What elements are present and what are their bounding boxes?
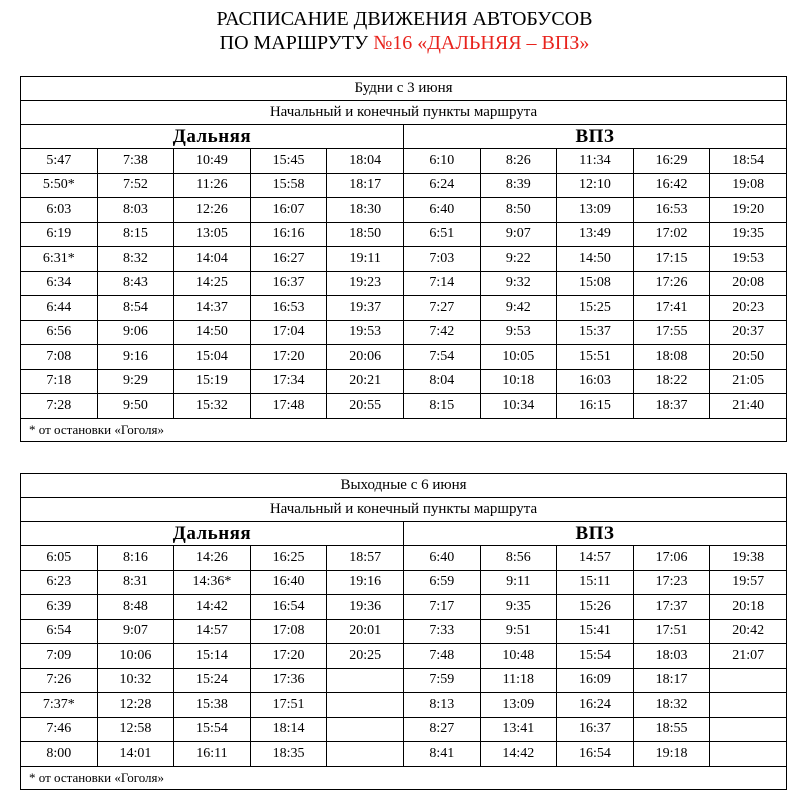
departure-time-vpz: 7:59 [403, 668, 480, 693]
table-row [21, 320, 787, 345]
departure-time-vpz: 7:03 [403, 247, 480, 272]
departure-time-dalnyaya: 5:47 [21, 149, 98, 174]
departure-time-dalnyaya: 8:00 [21, 742, 98, 767]
departure-time-vpz: 9:51 [480, 619, 557, 644]
departure-time-dalnyaya: 19:53 [327, 320, 404, 345]
departure-time-dalnyaya: 10:32 [97, 668, 174, 693]
departure-time-vpz: 9:32 [480, 271, 557, 296]
departure-time-dalnyaya: 18:50 [327, 222, 404, 247]
departure-time-vpz: 18:22 [633, 369, 710, 394]
departure-time-vpz: 15:25 [557, 296, 634, 321]
departure-time-dalnyaya: 16:37 [250, 271, 327, 296]
departure-time-vpz: 6:40 [403, 546, 480, 571]
departure-time-dalnyaya: 6:19 [21, 222, 98, 247]
departure-time-vpz: 20:23 [710, 296, 787, 321]
departure-time-dalnyaya: 19:16 [327, 570, 404, 595]
departure-time-vpz: 7:33 [403, 619, 480, 644]
departure-time-vpz: 8:56 [480, 546, 557, 571]
weekend-heading: Выходные с 6 июня [21, 474, 787, 498]
departure-time-dalnyaya: 15:04 [174, 345, 251, 370]
departure-time-vpz: 11:34 [557, 149, 634, 174]
departure-time-dalnyaya: 14:36* [174, 570, 251, 595]
departure-time-vpz: 18:32 [633, 693, 710, 718]
departure-time-vpz: 15:11 [557, 570, 634, 595]
departure-time-dalnyaya: 14:26 [174, 546, 251, 571]
departure-time-dalnyaya: 8:15 [97, 222, 174, 247]
departure-time-dalnyaya [327, 717, 404, 742]
departure-time-vpz: 19:20 [710, 198, 787, 223]
departure-time-vpz [710, 742, 787, 767]
departure-time-dalnyaya: 5:50* [21, 173, 98, 198]
weekday-stop-right: ВПЗ [403, 125, 786, 149]
departure-time-vpz: 16:54 [557, 742, 634, 767]
departure-time-dalnyaya: 19:11 [327, 247, 404, 272]
departure-time-vpz: 20:18 [710, 595, 787, 620]
departure-time-dalnyaya: 15:58 [250, 173, 327, 198]
departure-time-vpz: 21:05 [710, 369, 787, 394]
departure-time-dalnyaya: 20:21 [327, 369, 404, 394]
departure-time-dalnyaya: 20:01 [327, 619, 404, 644]
departure-time-dalnyaya: 8:03 [97, 198, 174, 223]
departure-time-vpz: 17:51 [633, 619, 710, 644]
departure-time-dalnyaya: 7:08 [21, 345, 98, 370]
departure-time-dalnyaya: 16:16 [250, 222, 327, 247]
page-title-line2 [0, 32, 809, 54]
departure-time-dalnyaya: 17:36 [250, 668, 327, 693]
departure-time-vpz: 9:53 [480, 320, 557, 345]
departure-time-dalnyaya: 17:34 [250, 369, 327, 394]
departure-time-vpz: 18:54 [710, 149, 787, 174]
departure-time-dalnyaya: 6:31* [21, 247, 98, 272]
departure-time-dalnyaya: 12:28 [97, 693, 174, 718]
departure-time-vpz: 6:59 [403, 570, 480, 595]
table-row [21, 198, 787, 223]
departure-time-dalnyaya: 7:28 [21, 394, 98, 419]
departure-time-dalnyaya: 19:37 [327, 296, 404, 321]
departure-time-dalnyaya: 8:32 [97, 247, 174, 272]
table-row [21, 595, 787, 620]
departure-time-vpz: 17:41 [633, 296, 710, 321]
departure-time-vpz: 17:55 [633, 320, 710, 345]
departure-time-dalnyaya: 16:07 [250, 198, 327, 223]
weekday-heading: Будни с 3 июня [21, 77, 787, 101]
departure-time-vpz: 15:41 [557, 619, 634, 644]
departure-time-dalnyaya: 16:25 [250, 546, 327, 571]
departure-time-dalnyaya: 9:29 [97, 369, 174, 394]
departure-time-vpz: 10:05 [480, 345, 557, 370]
departure-time-dalnyaya: 15:24 [174, 668, 251, 693]
departure-time-dalnyaya: 6:34 [21, 271, 98, 296]
departure-time-dalnyaya: 6:56 [21, 320, 98, 345]
departure-time-vpz: 19:57 [710, 570, 787, 595]
departure-time-dalnyaya: 8:31 [97, 570, 174, 595]
departure-time-dalnyaya: 18:35 [250, 742, 327, 767]
departure-time-dalnyaya: 6:03 [21, 198, 98, 223]
route-name: №16 «ДАЛЬНЯЯ – ВПЗ» [373, 32, 590, 54]
departure-time-dalnyaya: 14:01 [97, 742, 174, 767]
departure-time-vpz: 20:08 [710, 271, 787, 296]
departure-time-vpz: 7:27 [403, 296, 480, 321]
departure-time-dalnyaya: 16:54 [250, 595, 327, 620]
departure-time-vpz: 7:48 [403, 644, 480, 669]
departure-time-vpz: 13:09 [557, 198, 634, 223]
departure-time-dalnyaya: 7:37* [21, 693, 98, 718]
departure-time-dalnyaya: 15:38 [174, 693, 251, 718]
departure-time-dalnyaya: 6:05 [21, 546, 98, 571]
departure-time-vpz: 16:53 [633, 198, 710, 223]
weekday-footnote: * от остановки «Гоголя» [21, 418, 787, 441]
table-row [21, 345, 787, 370]
departure-time-vpz: 16:42 [633, 173, 710, 198]
table-row [21, 644, 787, 669]
departure-time-dalnyaya: 16:40 [250, 570, 327, 595]
departure-time-dalnyaya: 17:48 [250, 394, 327, 419]
departure-time-vpz: 17:06 [633, 546, 710, 571]
departure-time-vpz: 8:04 [403, 369, 480, 394]
weekend-footnote: * от остановки «Гоголя» [21, 766, 787, 789]
departure-time-vpz: 20:50 [710, 345, 787, 370]
departure-time-vpz [710, 693, 787, 718]
departure-time-dalnyaya [327, 693, 404, 718]
title-prefix: ПО МАРШРУТУ [219, 32, 374, 54]
departure-time-dalnyaya: 13:05 [174, 222, 251, 247]
departure-time-dalnyaya: 19:36 [327, 595, 404, 620]
table-row [21, 222, 787, 247]
departure-time-vpz: 13:41 [480, 717, 557, 742]
departure-time-dalnyaya: 7:52 [97, 173, 174, 198]
departure-time-vpz: 19:08 [710, 173, 787, 198]
departure-time-dalnyaya: 17:51 [250, 693, 327, 718]
departure-time-dalnyaya: 17:20 [250, 345, 327, 370]
departure-time-dalnyaya: 20:06 [327, 345, 404, 370]
departure-time-vpz: 7:14 [403, 271, 480, 296]
departure-time-vpz: 6:40 [403, 198, 480, 223]
departure-time-vpz: 16:03 [557, 369, 634, 394]
departure-time-vpz: 7:54 [403, 345, 480, 370]
table-row [21, 173, 787, 198]
departure-time-vpz: 9:07 [480, 222, 557, 247]
departure-time-dalnyaya: 9:16 [97, 345, 174, 370]
departure-time-dalnyaya: 6:44 [21, 296, 98, 321]
departure-time-vpz: 19:18 [633, 742, 710, 767]
departure-time-vpz: 21:07 [710, 644, 787, 669]
departure-time-vpz: 15:26 [557, 595, 634, 620]
departure-time-dalnyaya [327, 668, 404, 693]
departure-time-dalnyaya: 18:57 [327, 546, 404, 571]
departure-time-vpz: 15:37 [557, 320, 634, 345]
departure-time-dalnyaya: 16:27 [250, 247, 327, 272]
departure-time-vpz: 17:15 [633, 247, 710, 272]
departure-time-vpz: 9:22 [480, 247, 557, 272]
departure-time-vpz: 12:10 [557, 173, 634, 198]
departure-time-dalnyaya: 15:32 [174, 394, 251, 419]
table-row [21, 369, 787, 394]
table-row [21, 149, 787, 174]
departure-time-vpz: 19:38 [710, 546, 787, 571]
departure-time-dalnyaya: 18:30 [327, 198, 404, 223]
table-row [21, 546, 787, 571]
departure-time-vpz: 6:10 [403, 149, 480, 174]
departure-time-dalnyaya: 15:45 [250, 149, 327, 174]
departure-time-dalnyaya: 17:08 [250, 619, 327, 644]
departure-time-dalnyaya: 7:46 [21, 717, 98, 742]
departure-time-vpz: 16:24 [557, 693, 634, 718]
departure-time-vpz: 6:51 [403, 222, 480, 247]
departure-time-dalnyaya: 17:20 [250, 644, 327, 669]
departure-time-vpz: 18:03 [633, 644, 710, 669]
departure-time-dalnyaya: 10:06 [97, 644, 174, 669]
departure-time-vpz: 17:02 [633, 222, 710, 247]
departure-time-dalnyaya: 17:04 [250, 320, 327, 345]
departure-time-vpz: 17:26 [633, 271, 710, 296]
departure-time-dalnyaya: 14:04 [174, 247, 251, 272]
departure-time-vpz: 15:51 [557, 345, 634, 370]
departure-time-vpz: 8:15 [403, 394, 480, 419]
departure-time-vpz: 18:08 [633, 345, 710, 370]
departure-time-vpz: 18:17 [633, 668, 710, 693]
departure-time-vpz: 13:09 [480, 693, 557, 718]
table-row [21, 570, 787, 595]
table-row [21, 394, 787, 419]
table-row [21, 717, 787, 742]
departure-time-vpz: 20:42 [710, 619, 787, 644]
departure-time-vpz: 9:42 [480, 296, 557, 321]
departure-time-dalnyaya: 18:17 [327, 173, 404, 198]
departure-time-dalnyaya: 12:26 [174, 198, 251, 223]
departure-time-dalnyaya: 14:50 [174, 320, 251, 345]
departure-time-dalnyaya: 7:09 [21, 644, 98, 669]
departure-time-dalnyaya: 6:39 [21, 595, 98, 620]
departure-time-dalnyaya: 7:18 [21, 369, 98, 394]
departure-time-dalnyaya: 9:07 [97, 619, 174, 644]
departure-time-dalnyaya: 11:26 [174, 173, 251, 198]
weekend-schedule-table [20, 473, 787, 790]
departure-time-vpz: 7:42 [403, 320, 480, 345]
departure-time-dalnyaya: 9:50 [97, 394, 174, 419]
departure-time-vpz: 8:39 [480, 173, 557, 198]
departure-time-dalnyaya: 20:55 [327, 394, 404, 419]
table-row [21, 668, 787, 693]
weekday-stop-left: Дальняя [21, 125, 404, 149]
departure-time-vpz [710, 668, 787, 693]
departure-time-dalnyaya: 18:14 [250, 717, 327, 742]
departure-time-vpz: 8:26 [480, 149, 557, 174]
departure-time-vpz: 10:34 [480, 394, 557, 419]
departure-time-dalnyaya: 14:37 [174, 296, 251, 321]
departure-time-dalnyaya: 15:54 [174, 717, 251, 742]
departure-time-dalnyaya: 8:16 [97, 546, 174, 571]
departure-time-vpz: 10:48 [480, 644, 557, 669]
table-row [21, 693, 787, 718]
departure-time-vpz: 17:37 [633, 595, 710, 620]
departure-time-vpz: 13:49 [557, 222, 634, 247]
departure-time-vpz: 7:17 [403, 595, 480, 620]
departure-time-dalnyaya: 10:49 [174, 149, 251, 174]
weekend-subheading: Начальный и конечный пункты маршрута [21, 498, 787, 522]
departure-time-dalnyaya: 20:25 [327, 644, 404, 669]
departure-time-vpz: 9:11 [480, 570, 557, 595]
departure-time-vpz: 9:35 [480, 595, 557, 620]
departure-time-dalnyaya: 16:53 [250, 296, 327, 321]
departure-time-vpz: 11:18 [480, 668, 557, 693]
departure-time-vpz: 16:29 [633, 149, 710, 174]
departure-time-vpz: 19:35 [710, 222, 787, 247]
departure-time-vpz: 18:55 [633, 717, 710, 742]
departure-time-dalnyaya: 12:58 [97, 717, 174, 742]
departure-time-dalnyaya: 16:11 [174, 742, 251, 767]
weekend-stop-right: ВПЗ [403, 522, 786, 546]
departure-time-dalnyaya: 8:43 [97, 271, 174, 296]
departure-time-dalnyaya: 6:54 [21, 619, 98, 644]
departure-time-vpz: 8:13 [403, 693, 480, 718]
departure-time-dalnyaya: 14:25 [174, 271, 251, 296]
departure-time-vpz: 20:37 [710, 320, 787, 345]
weekday-subheading: Начальный и конечный пункты маршрута [21, 101, 787, 125]
departure-time-dalnyaya: 14:42 [174, 595, 251, 620]
weekday-schedule-table [20, 76, 787, 442]
table-row [21, 247, 787, 272]
departure-time-vpz: 19:53 [710, 247, 787, 272]
departure-time-vpz: 8:50 [480, 198, 557, 223]
departure-time-vpz: 6:24 [403, 173, 480, 198]
departure-time-vpz: 10:18 [480, 369, 557, 394]
table-row [21, 271, 787, 296]
departure-time-vpz: 16:37 [557, 717, 634, 742]
departure-time-vpz: 17:23 [633, 570, 710, 595]
departure-time-vpz: 16:15 [557, 394, 634, 419]
departure-time-vpz [710, 717, 787, 742]
departure-time-dalnyaya: 15:19 [174, 369, 251, 394]
departure-time-dalnyaya: 18:04 [327, 149, 404, 174]
departure-time-vpz: 15:54 [557, 644, 634, 669]
departure-time-dalnyaya: 8:54 [97, 296, 174, 321]
departure-time-dalnyaya: 14:57 [174, 619, 251, 644]
departure-time-vpz: 16:09 [557, 668, 634, 693]
departure-time-vpz: 14:57 [557, 546, 634, 571]
table-row [21, 619, 787, 644]
page-title-line1: РАСПИСАНИЕ ДВИЖЕНИЯ АВТОБУСОВ [216, 8, 593, 30]
weekend-stop-left: Дальняя [21, 522, 404, 546]
departure-time-vpz: 18:37 [633, 394, 710, 419]
departure-time-dalnyaya: 6:23 [21, 570, 98, 595]
departure-time-dalnyaya: 19:23 [327, 271, 404, 296]
departure-time-dalnyaya: 7:38 [97, 149, 174, 174]
departure-time-dalnyaya [327, 742, 404, 767]
table-row [21, 296, 787, 321]
departure-time-vpz: 14:42 [480, 742, 557, 767]
departure-time-vpz: 15:08 [557, 271, 634, 296]
departure-time-dalnyaya: 7:26 [21, 668, 98, 693]
table-row [21, 742, 787, 767]
departure-time-dalnyaya: 9:06 [97, 320, 174, 345]
departure-time-vpz: 8:41 [403, 742, 480, 767]
departure-time-dalnyaya: 15:14 [174, 644, 251, 669]
departure-time-dalnyaya: 8:48 [97, 595, 174, 620]
departure-time-vpz: 14:50 [557, 247, 634, 272]
departure-time-vpz: 21:40 [710, 394, 787, 419]
departure-time-vpz: 8:27 [403, 717, 480, 742]
